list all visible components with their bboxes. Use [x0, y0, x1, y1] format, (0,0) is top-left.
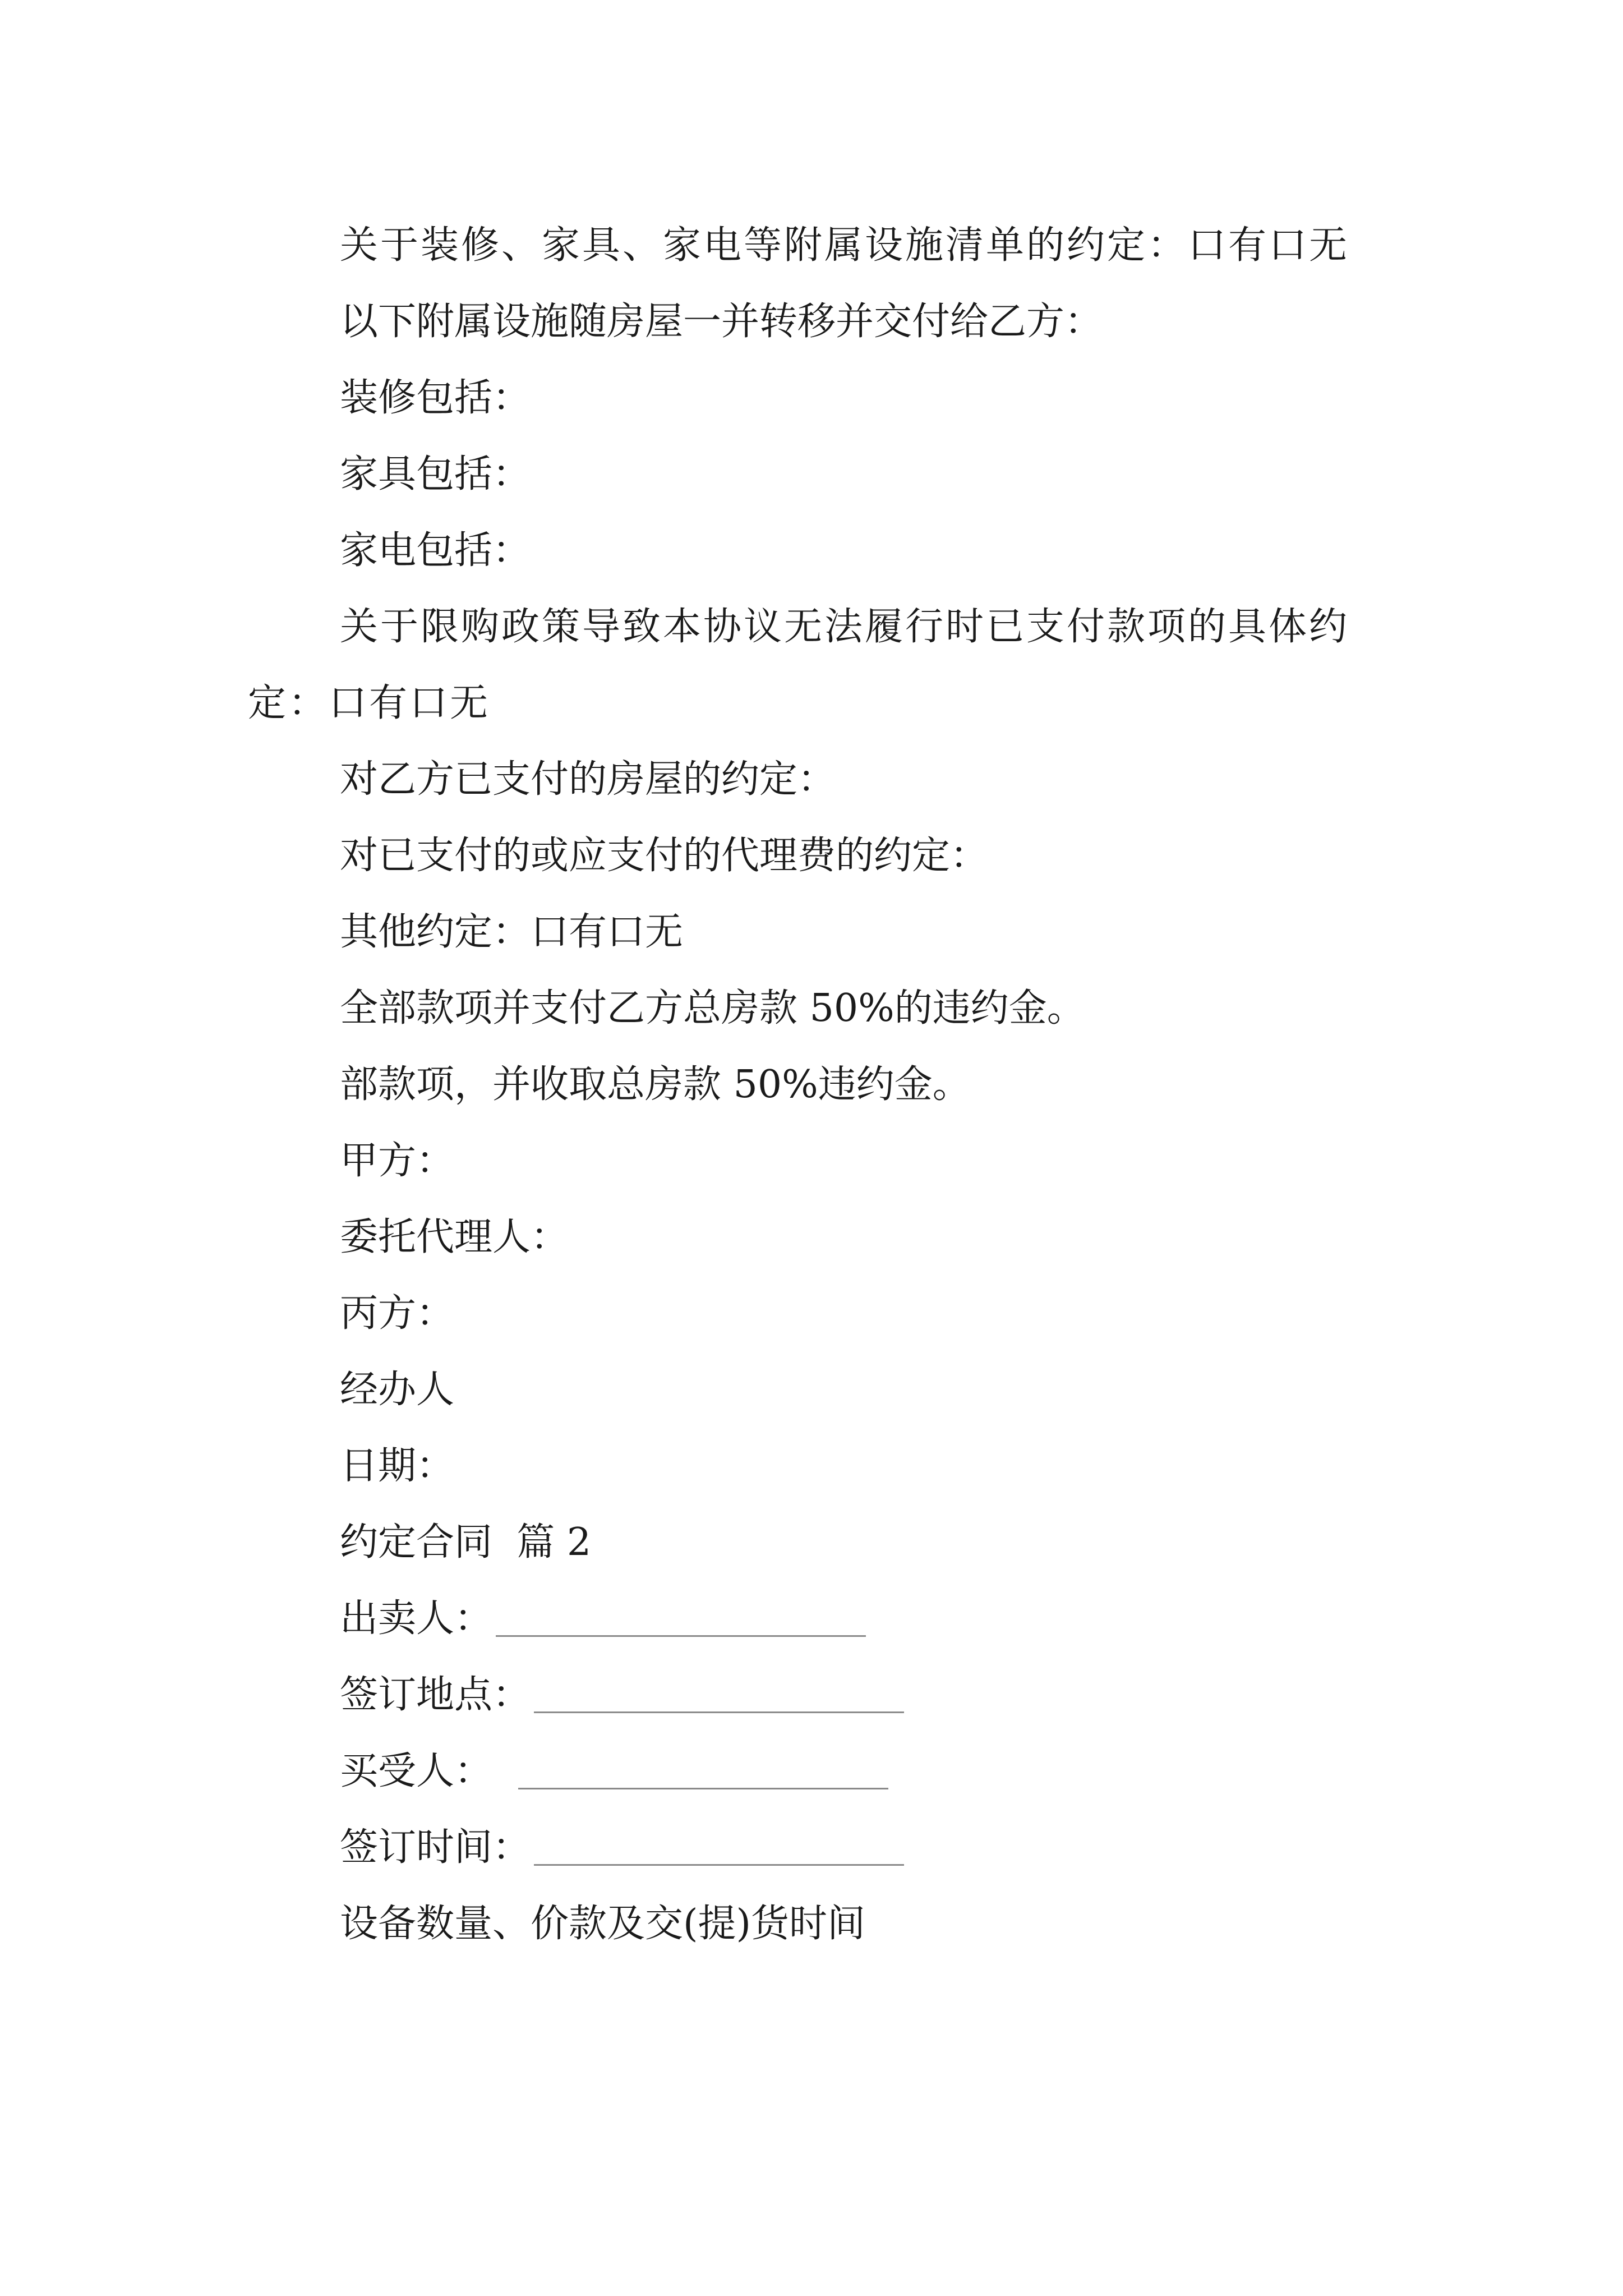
agent-label: 委托代理人： [340, 1215, 569, 1259]
buyer-label: 买受人： [340, 1749, 493, 1793]
paragraph-purchase-restriction: 关于限购政策导致本协议无法履行时已支付款项的具体约定：口有口无 [248, 605, 1350, 725]
handler-label: 经办人 [340, 1368, 455, 1412]
seller-field [248, 1581, 1381, 1657]
signing-place-blank [534, 1678, 904, 1713]
seller-label: 出卖人： [340, 1596, 493, 1641]
party-a-label: 甲方： [340, 1139, 455, 1183]
signing-time-field [248, 1810, 1381, 1886]
paragraph-furniture: 家具包括： [340, 452, 531, 496]
buyer-field [248, 1733, 1381, 1810]
signing-time-label: 签订时间： [340, 1825, 531, 1870]
paragraph-penalty-charge: 部款项，并收取总房款 50%违约金。 [340, 1062, 971, 1107]
signing-place-field [248, 1657, 1381, 1733]
paragraph-facilities-transfer: 以下附属设施随房屋一并转移并交付给乙方： [340, 300, 1103, 344]
section-heading: 约定合同 篇 2 [340, 1520, 592, 1565]
paragraph-agency-fee: 对已支付的或应支付的代理费的约定： [340, 834, 989, 878]
paragraph-paid-house: 对乙方已支付的房屋的约定： [340, 757, 836, 802]
seller-blank [496, 1602, 866, 1637]
signing-place-label: 签订地点： [340, 1673, 531, 1717]
signing-time-blank [534, 1830, 904, 1866]
buyer-blank [518, 1754, 888, 1789]
date-label: 日期： [340, 1444, 455, 1488]
paragraph-appliances: 家电包括： [340, 528, 531, 573]
paragraph-other-agreement: 其他约定：口有口无 [340, 910, 684, 954]
party-c-label: 丙方： [340, 1291, 455, 1336]
document-body [248, 208, 1381, 1962]
paragraph-penalty-refund: 全部款项并支付乙方总房款 50%的违约金。 [340, 986, 1085, 1030]
paragraph-decoration: 装修包括： [340, 376, 531, 420]
equipment-quantity-heading: 设备数量、价款及交(提)货时间 [340, 1902, 866, 1946]
paragraph-facilities-agreement: 关于装修、家具、家电等附属设施清单的约定：口有口无 [340, 223, 1350, 268]
